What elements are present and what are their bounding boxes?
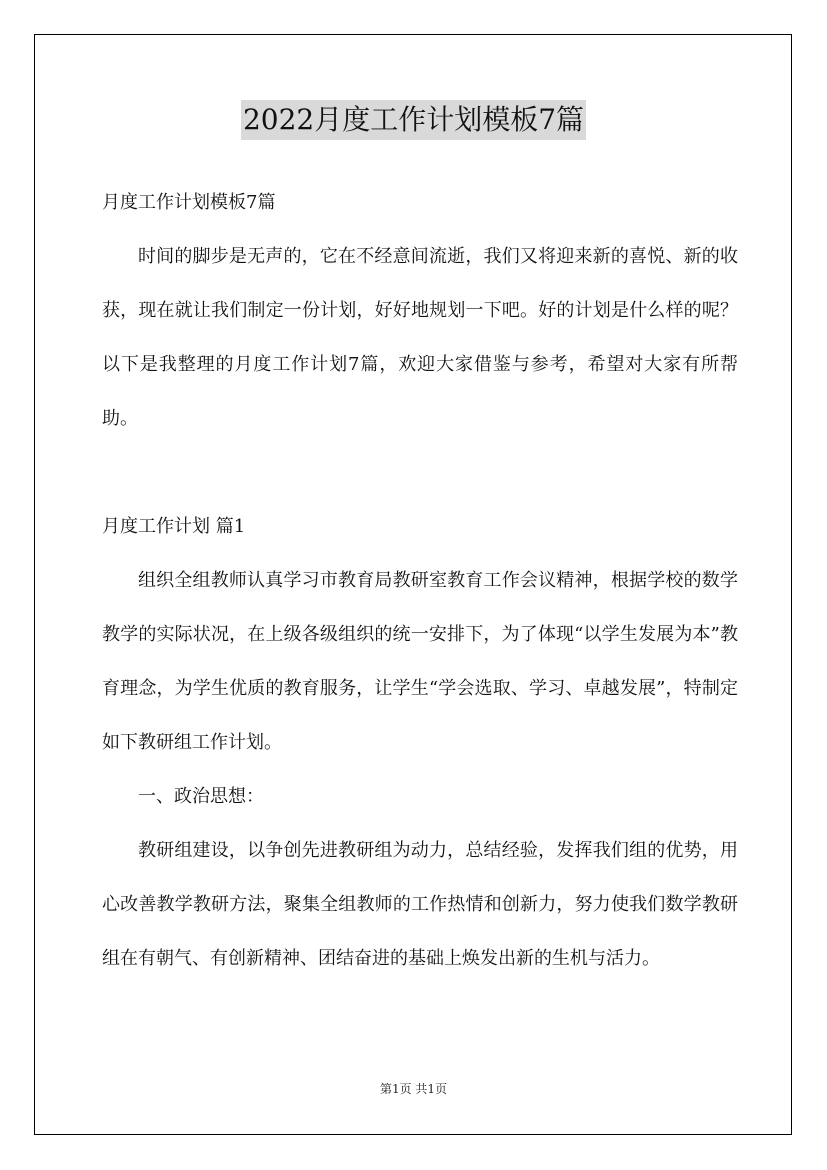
document-subtitle: 月度工作计划模板7篇 bbox=[102, 192, 276, 213]
document-body bbox=[102, 176, 738, 986]
intro-paragraph-block bbox=[102, 230, 738, 446]
document-title: 2022月度工作计划模板7篇 bbox=[241, 100, 586, 140]
page-footer: 第1页 共1页 bbox=[379, 1082, 448, 1096]
section-list-item: 一、政治思想： bbox=[138, 786, 264, 807]
section-body bbox=[102, 554, 738, 986]
title-container bbox=[0, 100, 827, 140]
intro-paragraph: 时间的脚步是无声的，它在不经意间流逝，我们又将迎来新的喜悦、新的收获，现在就让我们制定一份计划，好好地规划一下吧。好的计划是什么样的呢？以下是我整理的月度工作计划7篇，欢迎大家借鉴与参考，希望对大家有所帮助。 bbox=[102, 246, 738, 429]
section-heading: 月度工作计划 篇1 bbox=[102, 516, 246, 537]
section-paragraph: 教研组建设，以争创先进教研组为动力，总结经验，发挥我们组的优势，用心改善教学教研方法，聚集全组教师的工作热情和创新力，努力使我们数学教研组在有朝气、有创新精神、团结奋进的基础上焕发出新的生机与活力。 bbox=[102, 840, 738, 969]
section-paragraph: 组织全组教师认真学习市教育局教研室教育工作会议精神，根据学校的数学教学的实际状况，在上级各级组织的统一安排下，为了体现“以学生发展为本”教育理念，为学生优质的教育服务，让学生“学会选取、学习、卓越发展”，特制定如下教研组工作计划。 bbox=[102, 570, 738, 753]
